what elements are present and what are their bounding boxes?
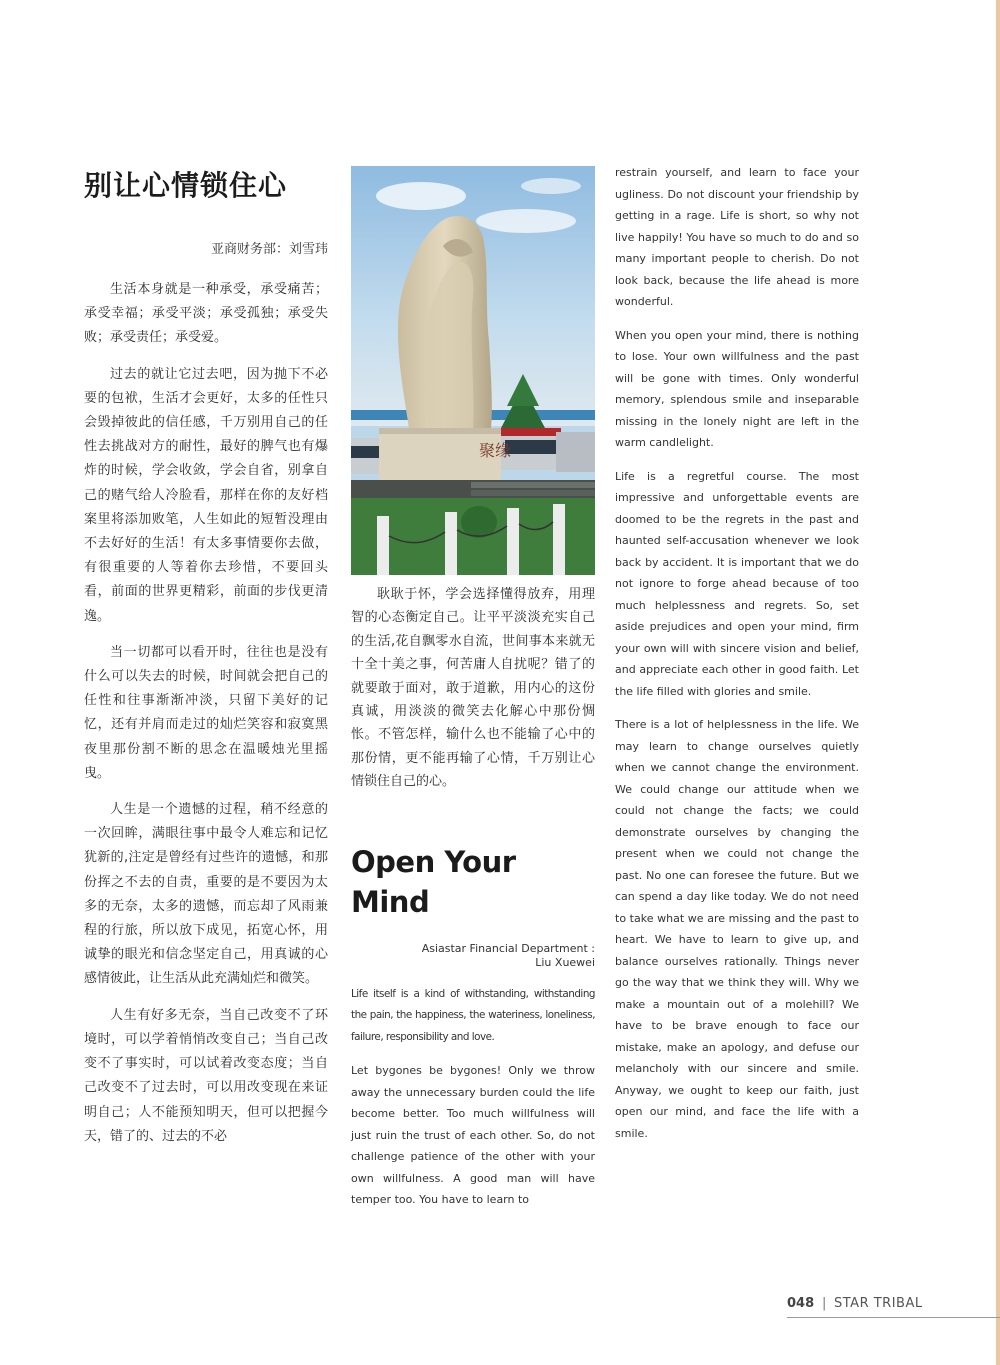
english-article-column: [615, 162, 859, 1156]
sculpture-photo: [351, 166, 595, 575]
chinese-paragraph-2: 过去的就让它过去吧，因为抛下不必要的包袱，生活才会更好，太多的任性只会毁掉彼此的信任感，千万别用自己的任性去挑战对方的耐性，最好的脾气也有爆炸的时候，学会收敛，学会自省，别拿自己的赌气给人冷脸看，那样在你的友好档案里将添加败笔，人生如此的短暂没理由不去好好的生活！有太多事情要你去做，有很重要的人等着你去珍惜，不要回头看，前面的世界更精彩，前面的步伐更清逸。: [84, 366, 328, 624]
footer-separator: |: [822, 1296, 827, 1311]
sculpture-photo-illustration: [351, 166, 595, 575]
chinese-paragraph-4: 人生是一个遗憾的过程，稍不经意的一次回眸，满眼往事中最令人难忘和记忆犹新的,注定是曾经有过些许的遗憾，和那份挥之不去的自责，重要的是不要因为太多的无奈，太多的遗憾，而忘却了风雨兼程的行旅，所以放下成见，拓宽心怀，用诚挚的眼光和信念坚定自己，用真诚的心感情彼此，让生活从此充满灿烂和微笑。: [84, 802, 328, 987]
english-byline-author: Liu Xuewei: [535, 955, 595, 969]
chinese-article-byline: 亚商财务部：刘雪玮: [210, 242, 328, 257]
chinese-article-title: 别让心情锁住心: [84, 169, 288, 202]
english-paragraph-1: Let bygones be bygones! Only we throw away the unnecessary burden could the life become better. Too much willfulness will just ruin the trust of each other. So, do not challenge patience of the other with your own willfulness. A good man will have temper too. You have to learn to: [351, 1064, 595, 1207]
english-byline-department: Asiastar Financial Department :: [421, 941, 595, 955]
magazine-name: STAR TRIBAL: [834, 1296, 923, 1311]
chinese-paragraph-3: 当一切都可以看开时，往往也是没有什么可以失去的时候，时间就会把自己的任性和往事渐渐冲淡，只留下美好的记忆，还有并肩而走过的灿烂笑容和寂寞黑夜里那份割不断的思念在温暖烛光里摇曳。: [84, 644, 328, 781]
middle-column: [351, 166, 595, 1211]
chinese-paragraph-1: 生活本身就是一种承受，承受痛苦；承受幸福；承受平淡；承受孤独；承受失败；承受责任；承受爱。: [84, 282, 328, 346]
chinese-paragraph-5: 人生有好多无奈，当自己改变不了环境时，可以学着悄悄改变自己；当自己改变不了事实时，可以试着改变态度；当自己改变不了过去时，可以用改变现在来证明自己；人不能预知明天，但可以把握今天，错了的、过去的不必: [84, 1007, 328, 1144]
english-paragraph-4: Life is a regretful course. The most impressive and unforgettable events are doomed to be the regrets in the past and haunted self-accusation whenever we look back by accident. It is important that we do not ignore to forge ahead because of too much helplessness and regrets. So, set aside prejudices and open your mind, firm your own will with sincere vision and belief, and appreciate each other in good faith. Let the life filled with glories and smile.: [615, 469, 859, 698]
english-intro-paragraph: Life itself is a kind of withstanding, withstanding the pain, the happiness, the wateriness, loneliness, failure, responsibility and love.: [351, 987, 595, 1043]
english-article-byline: [351, 942, 595, 970]
english-article-title: Open Your Mind: [351, 844, 516, 919]
chinese-paragraph-continued: 耿耿于怀，学会选择懂得放弃，用理智的心态衡定自己。让平平淡淡充实自己的生活,花自飘零水自流，世间事本来就无十全十美之事，何苦庸人自扰呢？错了的就要敢于面对，敢于道歉，用内心的这份真诚，用淡淡的微笑去化解心中那份惆怅。不管怎样，输什么也不能输了心中的那份情，更不能再输了心情，千万别让心情锁住自己的心。: [351, 587, 595, 790]
pedestal-inscription: 聚缘: [479, 441, 512, 460]
page-number: 048: [787, 1296, 815, 1311]
page-footer: [787, 1294, 1000, 1318]
english-paragraph-3: When you open your mind, there is nothing to lose. Your own willfulness and the past will be gone with times. Only wonderful memory, splendous smile and inseparable missing in the lonely night are left in the warm candlelight.: [615, 328, 859, 449]
footer-rule: [787, 1317, 1000, 1318]
english-paragraph-5: There is a lot of helplessness in the life. We may learn to change ourselves quietly when we cannot change the environment. We could change our attitude when we could not change the facts; we could demonstrate ourselves by changing the present when we could not change the past. No one can foresee the future. But we can spend a day like today. We do not need to take what we are missing and the past to heart. We have to learn to give up, and balance ourselves rationally. Things never go the way that we think they will. Why we make a mountain out of a molehill? We have to be brave enough to face our mistake, make an apology, and defuse our melancholy with our sincere and smile. Anyway, we ought to keep our faith, just open our mind, and face the life with a smile.: [615, 718, 859, 1140]
english-paragraph-2: restrain yourself, and learn to face your ugliness. Do not discount your friendship by getting in a rage. Life is short, so why not live happily! You have so much to do and so many important people to cherish. Do not look back, because the life ahead is more wonderful.: [615, 166, 859, 308]
chinese-article-column: [84, 166, 328, 1161]
page-edge-strip: [996, 0, 1000, 1365]
